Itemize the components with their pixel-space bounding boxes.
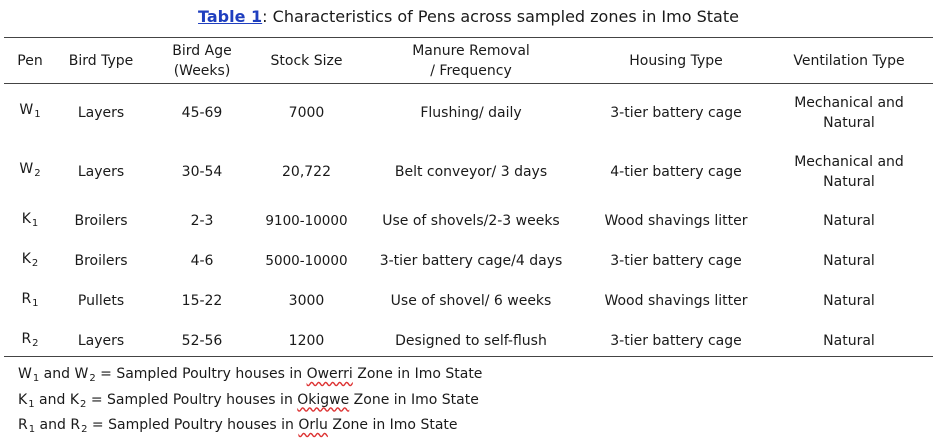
cell-bird-age: 15-22 [181,293,223,309]
table-row [4,142,933,201]
caption-separator: : [262,7,273,26]
cell-ventilation-type: Natural [823,213,875,229]
header-ventilation-type: Ventilation Type [793,52,905,69]
cell-manure-removal: 3-tier battery cage/4 days [379,253,563,269]
header-stock-size: Stock Size [270,52,343,69]
cell-ventilation-type: Natural [823,253,875,269]
cell-manure-removal: Designed to self-flush [395,333,547,349]
cell-pen: $W_2$ [19,161,41,179]
header-bird-age: Bird Age (Weeks) [172,42,232,79]
cell-bird-age: 45-69 [181,104,223,121]
cell-bird-type: Pullets [77,293,125,309]
table-number: Table 1 [198,7,263,26]
cell-bird-type: Layers [77,333,125,349]
footnote-okigwe: $K_1$ and $K_2$ = Sampled Poultry houses in Okigwe Zone in Imo State [18,391,479,410]
cell-housing-type: 3-tier battery cage [610,253,742,269]
cell-stock-size: 7000 [288,104,325,121]
table-caption [0,7,937,27]
cell-manure-removal: Flushing/ daily [420,104,522,121]
cell-bird-age: 30-54 [181,163,223,180]
cell-ventilation-type: Mechanical and Natural [794,153,904,190]
cell-stock-size: 20,722 [282,163,331,180]
cell-manure-removal: Belt conveyor/ 3 days [394,163,548,180]
cell-housing-type: Wood shavings litter [604,213,748,229]
header-manure-removal: Manure Removal / Frequency [412,42,530,79]
cell-pen: $K_1$ [21,210,39,229]
cell-bird-type: Layers [77,163,125,180]
table-row [4,83,933,142]
cell-stock-size: 5000-10000 [265,253,348,269]
cell-bird-type: Broilers [74,213,128,229]
header-bird-type: Bird Type [68,52,134,69]
cell-pen: $R_1$ [21,290,39,309]
cell-manure-removal: Use of shovel/ 6 weeks [390,293,552,309]
cell-housing-type: 4-tier battery cage [610,163,742,180]
caption-text: Characteristics of Pens across sampled zones in Imo State [272,7,739,26]
footnote-orlu: $R_1$ and $R_2$ = Sampled Poultry houses in Orlu Zone in Imo State [18,417,458,435]
cell-pen: $K_2$ [21,250,39,269]
table-footnotes [18,364,482,441]
cell-bird-type: Layers [77,104,125,121]
cell-ventilation-type: Mechanical and Natural [794,94,904,131]
pens-table [4,38,933,361]
table-row [4,281,933,321]
cell-manure-removal: Use of shovels/2-3 weeks [382,213,560,229]
cell-stock-size: 1200 [288,333,325,349]
cell-pen: $R_2$ [21,330,39,349]
cell-bird-age: 4-6 [190,253,214,269]
header-row [4,38,933,83]
cell-bird-type: Broilers [74,253,128,269]
cell-housing-type: Wood shavings litter [604,293,748,309]
header-housing-type: Housing Type [629,52,723,69]
cell-stock-size: 3000 [288,293,325,309]
header-pen: Pen [17,52,43,69]
cell-pen: $W_1$ [19,102,41,120]
cell-bird-age: 52-56 [181,333,223,349]
cell-housing-type: 3-tier battery cage [610,333,742,349]
cell-stock-size: 9100-10000 [265,213,348,229]
cell-housing-type: 3-tier battery cage [610,104,742,121]
table-row [4,201,933,241]
cell-ventilation-type: Natural [823,333,875,349]
cell-bird-age: 2-3 [190,213,214,229]
table-row [4,241,933,281]
footnote-owerri: $W_1$ and $W_2$ = Sampled Poultry houses in Owerri Zone in Imo State [18,366,483,384]
cell-ventilation-type: Natural [823,293,875,309]
table-row [4,321,933,361]
